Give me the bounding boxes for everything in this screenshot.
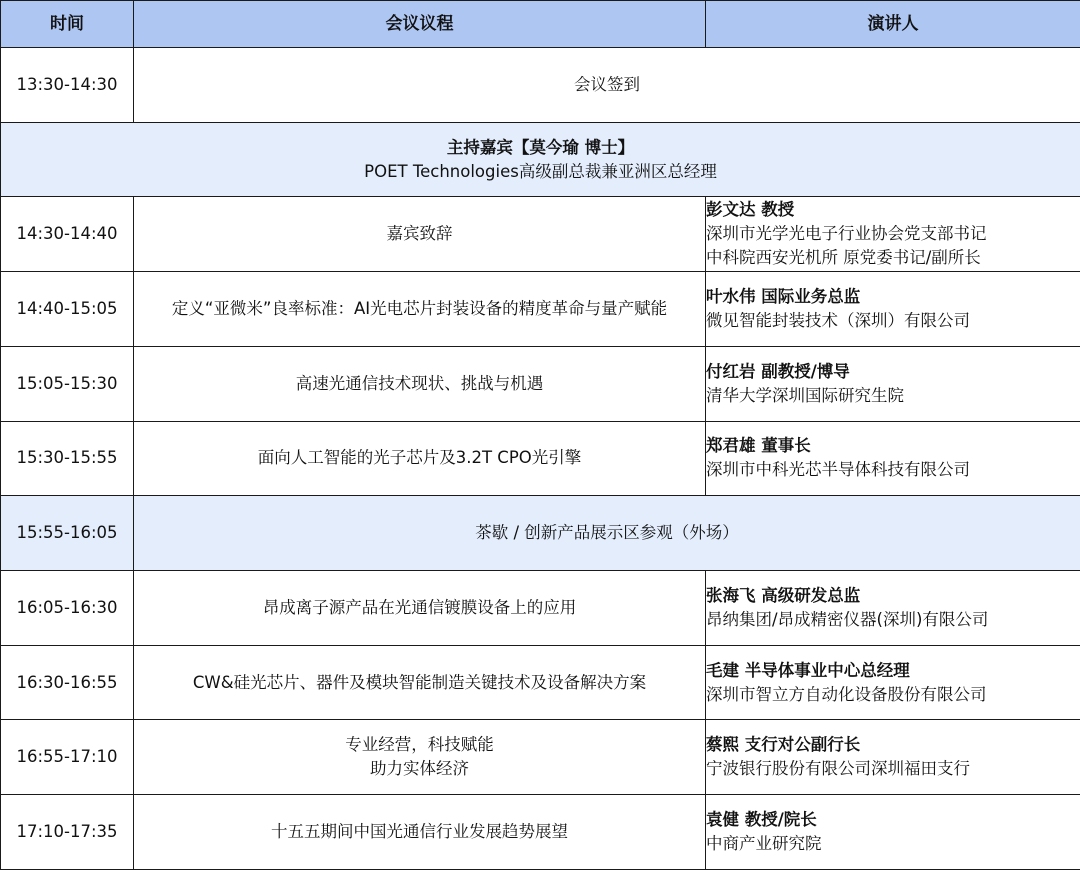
session-row xyxy=(1,346,1080,421)
speaker-organization: 深圳市光学光电子行业协会党支部书记 xyxy=(706,224,987,244)
session-topic xyxy=(134,272,706,347)
session-speaker xyxy=(706,272,1080,347)
session-time: 16:05-16:30 xyxy=(1,571,134,646)
session-topic-line: 高速光通信技术现状、挑战与机遇 xyxy=(295,373,544,393)
session-topic-line: 定义“亚微米”良率标准：AI光电芯片封装设备的精度革命与量产赋能 xyxy=(171,299,668,319)
session-topic xyxy=(134,421,706,496)
speaker-organization: 宁波银行股份有限公司深圳福田支行 xyxy=(706,759,970,779)
speaker-organization: 深圳市中科光芯半导体科技有限公司 xyxy=(706,460,970,480)
speaker-organization: 清华大学深圳国际研究生院 xyxy=(706,385,904,405)
session-time: 15:05-15:30 xyxy=(1,346,134,421)
session-speaker xyxy=(706,645,1080,720)
speaker-organization: 中商产业研究院 xyxy=(706,834,822,854)
session-topic xyxy=(134,795,706,870)
session-topic-line: 面向人工智能的光子芯片及3.2T CPO光引擎 xyxy=(257,448,582,468)
session-row xyxy=(1,421,1080,496)
speaker-name: 毛建 半导体事业中心总经理 xyxy=(706,660,910,680)
session-topic-line: 十五五期间中国光通信行业发展趋势展望 xyxy=(271,822,568,842)
header-time: 时间 xyxy=(1,1,134,48)
speaker-name: 袁健 教授/院长 xyxy=(706,810,817,830)
header-agenda: 会议议程 xyxy=(134,1,706,48)
speaker-name: 叶水伟 国际业务总监 xyxy=(706,287,861,307)
host-row xyxy=(1,122,1080,197)
speaker-organization: 昂纳集团/昂成精密仪器(深圳)有限公司 xyxy=(706,609,989,629)
session-time: 14:40-15:05 xyxy=(1,272,134,347)
session-row xyxy=(1,571,1080,646)
session-speaker xyxy=(706,720,1080,795)
session-time: 16:55-17:10 xyxy=(1,720,134,795)
checkin-time: 13:30-14:30 xyxy=(1,48,134,123)
session-speaker xyxy=(706,197,1080,272)
session-topic xyxy=(134,571,706,646)
session-speaker xyxy=(706,571,1080,646)
session-topic xyxy=(134,645,706,720)
session-row xyxy=(1,197,1080,272)
table-header-row xyxy=(1,1,1080,48)
session-time: 15:30-15:55 xyxy=(1,421,134,496)
session-topic-line: 昂成离子源产品在光通信镀膜设备上的应用 xyxy=(262,597,577,617)
speaker-name: 郑君雄 董事长 xyxy=(706,436,811,456)
session-time: 16:30-16:55 xyxy=(1,645,134,720)
session-topic-line: 专业经营，科技赋能 xyxy=(345,735,494,755)
host-title: 主持嘉宾【莫今瑜 博士】 xyxy=(446,137,635,157)
host-cell xyxy=(1,122,1080,197)
session-topic-line: CW&硅光芯片、器件及模块智能制造关键技术及设备解决方案 xyxy=(192,672,647,692)
session-topic-line: 助力实体经济 xyxy=(370,759,469,779)
speaker-name: 彭文达 教授 xyxy=(706,200,795,220)
checkin-row xyxy=(1,48,1080,123)
speaker-organization: 中科院西安光机所 原党委书记/副所长 xyxy=(706,248,981,268)
tea-break-time: 15:55-16:05 xyxy=(1,496,134,571)
session-topic xyxy=(134,197,706,272)
session-topic xyxy=(134,720,706,795)
session-topic-line: 嘉宾致辞 xyxy=(386,224,453,244)
session-row xyxy=(1,720,1080,795)
session-speaker xyxy=(706,346,1080,421)
session-speaker xyxy=(706,795,1080,870)
session-row xyxy=(1,795,1080,870)
session-time: 14:30-14:40 xyxy=(1,197,134,272)
session-time: 17:10-17:35 xyxy=(1,795,134,870)
speaker-name: 蔡熙 支行对公副行长 xyxy=(706,735,861,755)
checkin-label: 会议签到 xyxy=(134,48,1080,123)
speaker-name: 张海飞 高级研发总监 xyxy=(706,585,861,605)
speaker-organization: 深圳市智立方自动化设备股份有限公司 xyxy=(706,684,987,704)
speaker-organization: 微见智能封装技术（深圳）有限公司 xyxy=(706,311,970,331)
tea-break-label: 茶歇 / 创新产品展示区参观（外场） xyxy=(134,496,1080,571)
speaker-name: 付红岩 副教授/博导 xyxy=(706,361,850,381)
host-description: POET Technologies高级副总裁兼亚洲区总经理 xyxy=(364,161,717,181)
session-speaker xyxy=(706,421,1080,496)
session-row xyxy=(1,272,1080,347)
session-row xyxy=(1,645,1080,720)
session-topic xyxy=(134,346,706,421)
tea-break-row xyxy=(1,496,1080,571)
header-speaker: 演讲人 xyxy=(706,1,1080,48)
